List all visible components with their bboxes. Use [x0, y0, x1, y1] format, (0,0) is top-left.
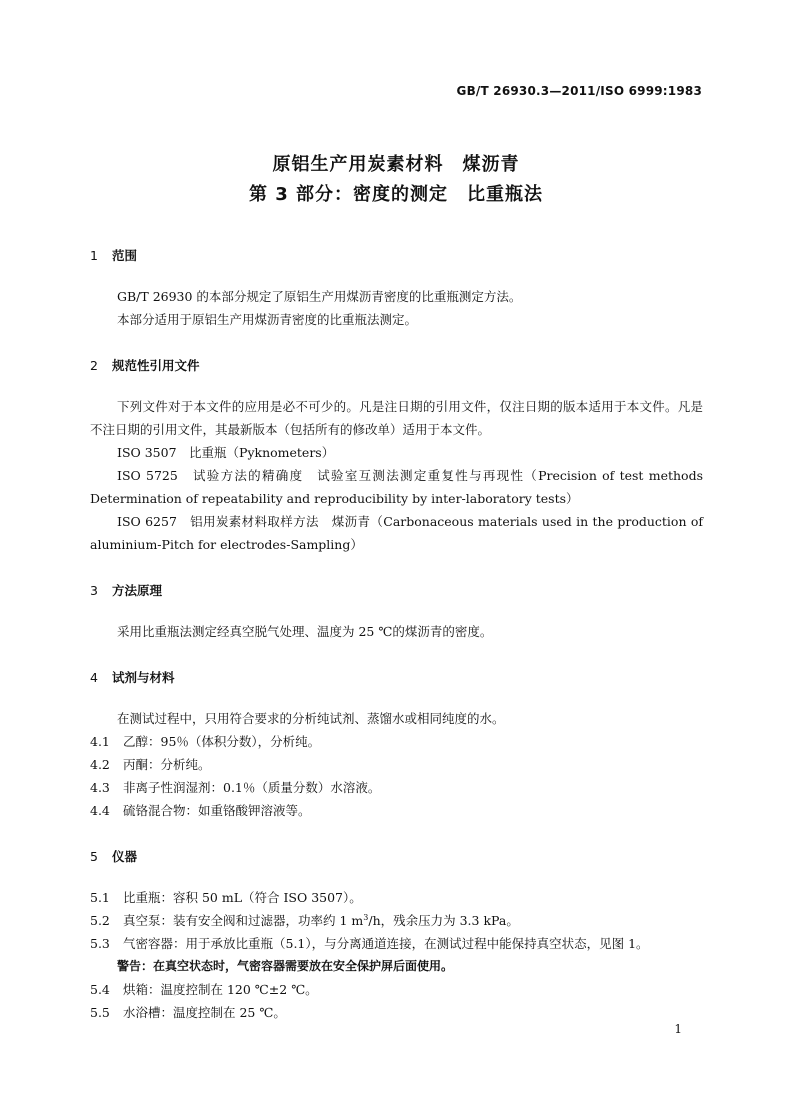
item-number: 4.1 [90, 734, 110, 749]
reference-item: ISO 5725 试验方法的精确度 试验室互测法测定重复性与再现性（Precision of test methods Determination of repeatability and reproducibility by inter-laboratory tests） [90, 468, 703, 506]
list-item [90, 909, 703, 932]
section-number: 1 [90, 248, 98, 263]
section-number: 2 [90, 358, 98, 373]
list-item [90, 1001, 703, 1024]
section-number: 5 [90, 849, 98, 864]
list-item [90, 753, 703, 776]
item-number: 5.2 [90, 913, 110, 928]
item-text: 比重瓶：容积 50 mL（符合 ISO 3507）。 [123, 890, 362, 905]
section-heading-apparatus [90, 845, 703, 868]
list-item [90, 978, 703, 1001]
paragraph: 下列文件对于本文件的应用是必不可少的。凡是注日期的引用文件，仅注日期的版本适用于本文件。凡是不注日期的引用文件，其最新版本（包括所有的修改单）适用于本文件。 [90, 399, 703, 437]
page-number: 1 [674, 1022, 682, 1036]
list-item [90, 730, 703, 753]
list-item [90, 776, 703, 799]
paragraph: 在测试过程中，只用符合要求的分析纯试剂、蒸馏水或相同纯度的水。 [117, 711, 505, 726]
document-title-line2: 第 3 部分：密度的测定 比重瓶法 [248, 184, 544, 205]
superscript: 3 [363, 912, 369, 922]
section-heading-reagents [90, 666, 703, 689]
section-title: 仪器 [112, 849, 138, 864]
item-text: 丙酮：分析纯。 [123, 757, 211, 772]
item-number: 5.5 [90, 1005, 110, 1020]
paragraph: 采用比重瓶法测定经真空脱气处理、温度为 25 ℃的煤沥青的密度。 [117, 624, 493, 639]
section-title: 规范性引用文件 [112, 358, 200, 373]
document-body [90, 244, 703, 1024]
item-text: /h，残余压力为 3.3 kPa。 [368, 913, 519, 928]
list-item [90, 932, 703, 955]
item-number: 5.1 [90, 890, 110, 905]
section-title: 范围 [112, 248, 138, 263]
item-text: 硫铬混合物：如重铬酸钾溶液等。 [123, 803, 311, 818]
section-title: 试剂与材料 [112, 670, 175, 685]
item-number: 4.4 [90, 803, 110, 818]
standard-number: GB/T 26930.3—2011/ISO 6999:1983 [456, 84, 702, 98]
list-item [90, 886, 703, 909]
item-number: 5.4 [90, 982, 110, 997]
reference-item: ISO 6257 铝用炭素材料取样方法 煤沥青（Carbonaceous materials used in the production of aluminium-Pitch for electrodes-Sampling） [90, 514, 703, 552]
safety-warning: 警告：在真空状态时，气密容器需要放在安全保护屏后面使用。 [117, 959, 454, 973]
document-title-line1: 原铝生产用炭素材料 煤沥青 [272, 154, 520, 175]
item-number: 4.2 [90, 757, 110, 772]
item-number: 4.3 [90, 780, 110, 795]
item-text: 水浴槽：温度控制在 25 ℃。 [123, 1005, 286, 1020]
item-text: 烘箱：温度控制在 120 ℃±2 ℃。 [123, 982, 318, 997]
section-heading-normative-references [90, 354, 703, 377]
section-title: 方法原理 [112, 583, 163, 598]
paragraph: GB/T 26930 的本部分规定了原铝生产用煤沥青密度的比重瓶测定方法。 [117, 289, 522, 304]
section-heading-scope [90, 244, 703, 267]
item-number: 5.3 [90, 936, 110, 951]
item-text: 气密容器：用于承放比重瓶（5.1），与分离通道连接，在测试过程中能保持真空状态，见图 1。 [123, 936, 649, 951]
list-item [90, 799, 703, 822]
section-heading-principle [90, 579, 703, 602]
item-text: 非离子性润湿剂：0.1％（质量分数）水溶液。 [123, 780, 381, 795]
item-text: 真空泵：装有安全阀和过滤器，功率约 1 m [123, 913, 364, 928]
section-number: 4 [90, 670, 98, 685]
paragraph: 本部分适用于原铝生产用煤沥青密度的比重瓶法测定。 [117, 312, 418, 327]
item-text: 乙醇：95％（体积分数），分析纯。 [123, 734, 321, 749]
section-number: 3 [90, 583, 98, 598]
reference-item: ISO 3507 比重瓶（Pyknometers） [117, 445, 335, 460]
